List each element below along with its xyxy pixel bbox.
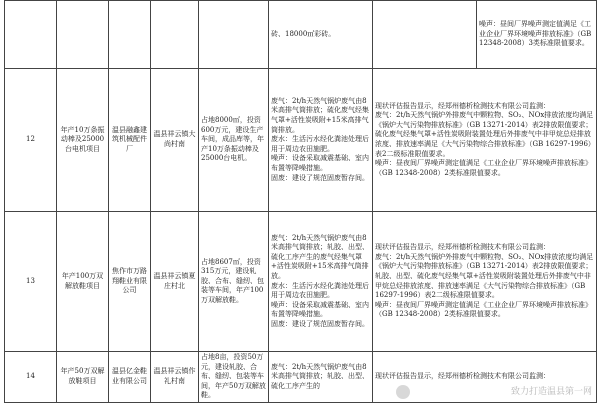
cell-project: 年产10万条振动棒及25000台电机项目 (57, 69, 109, 212)
cell-result: 现状评估报告显示，经郑州德析检测技术有限公司监测： (373, 352, 597, 403)
cell-measures: 废气：2t/h天然气锅炉废气由8米高排气筒排放；硫化废气经集气罩+活性炭吸附+15米高排气筒排放。 废水：生活污水经化粪池处理后用于周边农田施肥。 噪声：设备采取减震基础、室内布置等降噪措施。 固废：建设了规范固废暂存间。 (269, 69, 373, 212)
table-row (5, 352, 597, 403)
cell-company: 焦作市万路翔鞋业有限公司 (109, 212, 151, 352)
watermark-text: 致力打造温县第一网 (510, 387, 592, 397)
cell-measures: 废气：2t/h天然气锅炉废气由8米高排气筒排放；轧胶、出型、硫化工序产生的废气经集气罩+活性炭吸附+15米高排气筒排放。 废水：生活污水经化粪池处理后用于周边农田施肥。 噪声：设备采取减震基础、室内布置等降噪措施。 固废：建设了规范固废暂存间。 (269, 212, 373, 352)
cell-scale: 占地8607㎡，投资315万元，建设轧胶、合布、缝纫、包装等车间，年产100万双解放鞋。 (199, 212, 269, 352)
project-table (4, 0, 597, 403)
table-row (5, 1, 597, 69)
cell-scale (199, 1, 269, 69)
cell-location: 温县祥云镇作礼村南 (151, 352, 199, 403)
cell-no: 13 (5, 212, 57, 352)
cell-result: 现状评估报告显示，经郑州德析检测技术有限公司监测： 废气：2t/h天然气锅炉外排废气中颗粒物、SO₂、NOx排放浓度均满足《锅炉大气污染物排放标准》（GB 13271-2014）表2排放限值要求；轧胶、出型、硫化废气经集气罩+活性炭吸附装置处理后外排废气中非甲烷总烃排放浓度、排放速率满足《大气污染物综合排放标准》（GB 16297-1996）表2二级标准限值要求。 噪声：昼夜间厂界噪声测定值满足《工业企业厂界环境噪声排放标准》（GB 12348-2008）2类标准限值要求。 (373, 212, 597, 352)
cell-location: 温县祥云镇大尚村南 (151, 69, 199, 212)
cell-no: 12 (5, 69, 57, 212)
cell-project (57, 1, 109, 69)
cell-result: 现状评估报告显示，经郑州德析检测技术有限公司监测： 废气：2t/h天然气锅炉外排废气中颗粒物、SO₂、NOx排放浓度均满足《锅炉大气污染物排放标准》（GB 13271-2014）表2排放限值要求；硫化废气经集气罩+活性炭吸附装置处理后外排废气中非甲烷总烃排放浓度、排放速率满足《大气污染物综合排放标准》（GB 16297-1996）表2二级标准限值要求。 噪声：昼夜间厂界噪声测定值满足《工业企业厂界环境噪声排放标准》（GB 12348-2008）2类标准限值要求。 (373, 69, 597, 212)
table-row (5, 212, 597, 352)
cell-project: 年产50万双解放鞋项目 (57, 352, 109, 403)
watermark-logo-icon (396, 385, 410, 399)
table-row (5, 69, 597, 212)
cell-measures: 废气：2t/h天然气锅炉废气由8米高排气筒排放；轧胶、出型、硫化工序产生的 (269, 352, 373, 403)
cell-scale: 占地8亩，投资50万元，建设轧胶、合布、缝纫、包装等车间，年产50万双解放鞋。 (199, 352, 269, 403)
cell-company: 温县融鑫建筑机械配件厂 (109, 69, 151, 212)
cell-no (5, 1, 57, 69)
cell-result: 噪声：昼间厂界噪声测定值满足《工业企业厂界环境噪声排放标准》（GB 12348-2008）3类标准限值要求。 (477, 1, 597, 69)
cell-company: 温县亿金鞋业有限公司 (109, 352, 151, 403)
cell-measures (373, 1, 477, 69)
cell-no: 14 (5, 352, 57, 403)
cell-scale: 占地8000㎡，投资600万元，建设生产车间，成品库等，年产10万条振动棒及25000台电机。 (199, 69, 269, 212)
cell-project: 年产100万双解放鞋项目 (57, 212, 109, 352)
cell-location (151, 1, 199, 69)
cell-location: 温县祥云镇夏庄村北 (151, 212, 199, 352)
cell-facilities: 砖、18000㎡彩砖。 (269, 1, 373, 69)
cell-company (109, 1, 151, 69)
